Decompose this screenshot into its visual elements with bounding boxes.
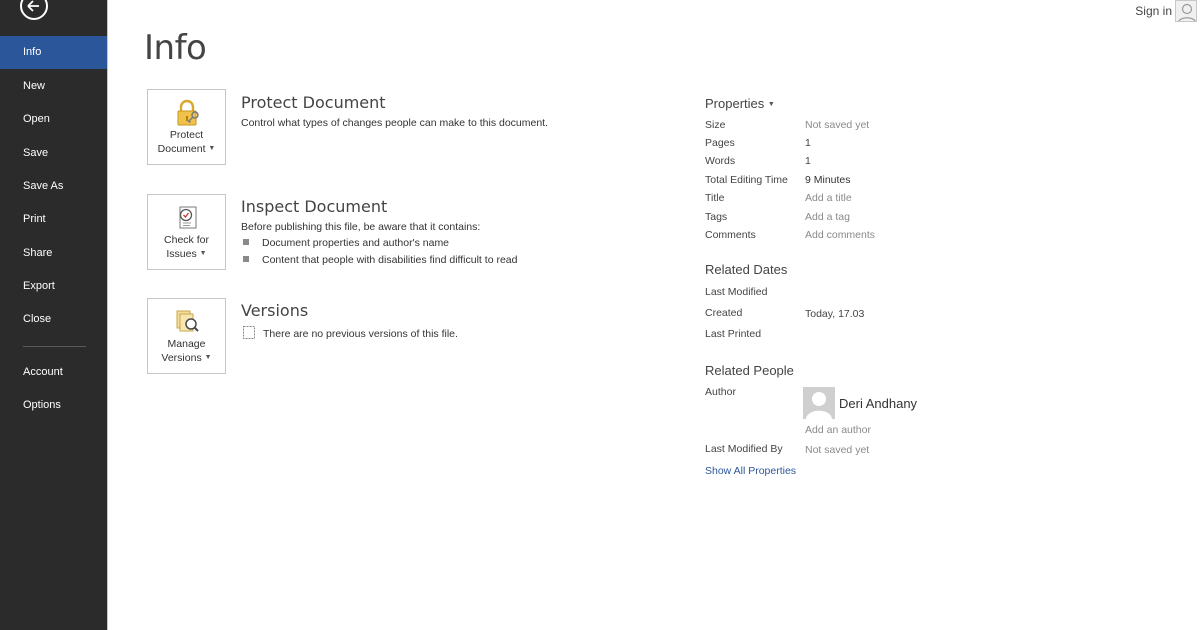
bullet-square-icon <box>243 256 249 262</box>
created-label: Created <box>705 307 743 319</box>
prop-tags-input[interactable]: Add a tag <box>805 211 850 223</box>
nav-save[interactable]: Save <box>23 147 49 159</box>
prop-pages-value: 1 <box>805 137 811 149</box>
nav-export[interactable]: Export <box>23 280 55 292</box>
add-author-input[interactable]: Add an author <box>805 424 871 436</box>
protect-document-button[interactable] <box>147 89 226 165</box>
manage-versions-icon <box>173 308 201 336</box>
inspect-bullet-item: Document properties and author's name <box>243 237 449 249</box>
inspect-document-description: Before publishing this file, be aware that it contains: <box>241 221 481 233</box>
backstage-sidebar <box>0 0 108 630</box>
inspect-document-title: Inspect Document <box>241 197 388 216</box>
versions-tile-line1: Manage <box>167 338 206 350</box>
versions-title: Versions <box>241 301 309 320</box>
dropdown-caret-icon: ▼ <box>767 101 775 109</box>
bullet-square-icon <box>243 239 249 245</box>
user-avatar-icon[interactable] <box>1175 0 1197 22</box>
prop-editing-time-value: 9 Minutes <box>805 174 851 186</box>
dropdown-caret-icon: ▼ <box>199 250 207 258</box>
prop-words-value: 1 <box>805 155 811 167</box>
prop-size-value: Not saved yet <box>805 119 870 131</box>
sign-in-link[interactable]: Sign in <box>1135 4 1172 18</box>
dropdown-caret-icon: ▼ <box>208 145 216 153</box>
show-all-properties-link[interactable]: Show All Properties <box>705 465 797 477</box>
last-modified-by-label: Last Modified By <box>705 443 783 455</box>
nav-print[interactable]: Print <box>23 213 46 225</box>
author-label: Author <box>705 386 736 398</box>
document-icon <box>243 326 255 339</box>
back-arrow-icon <box>25 0 43 15</box>
inspect-tile-line2: Issues <box>166 248 197 260</box>
versions-description-row: There are no previous versions of this file. <box>243 326 458 340</box>
lock-key-icon <box>173 99 201 127</box>
prop-tags-label: Tags <box>705 211 728 223</box>
prop-title-label: Title <box>705 192 725 204</box>
last-modified-label: Last Modified <box>705 286 768 298</box>
protect-tile-line1: Protect <box>169 129 204 141</box>
nav-close[interactable]: Close <box>23 313 52 325</box>
versions-tile-line2: Versions <box>161 352 202 364</box>
nav-info[interactable]: Info <box>0 36 107 69</box>
related-people-heading: Related People <box>705 363 794 378</box>
prop-comments-input[interactable]: Add comments <box>805 229 876 241</box>
prop-title-input[interactable]: Add a title <box>805 192 852 204</box>
inspect-document-icon <box>173 204 201 232</box>
prop-size-label: Size <box>705 119 726 131</box>
protect-document-description: Control what types of changes people can make to this document. <box>241 117 549 129</box>
prop-words-label: Words <box>705 155 736 167</box>
prop-comments-label: Comments <box>705 229 756 241</box>
page-title: Info <box>144 28 207 68</box>
nav-options[interactable]: Options <box>23 399 61 411</box>
related-dates-heading: Related Dates <box>705 262 788 277</box>
dropdown-caret-icon: ▼ <box>204 354 212 362</box>
last-modified-by-value: Not saved yet <box>805 444 870 456</box>
created-value: Today, 17.03 <box>805 308 865 320</box>
last-printed-label: Last Printed <box>705 328 762 340</box>
prop-editing-time-label: Total Editing Time <box>705 174 788 186</box>
nav-divider <box>23 346 86 347</box>
prop-pages-label: Pages <box>705 137 735 149</box>
nav-new[interactable]: New <box>23 80 46 92</box>
protect-tile-line2: Document <box>157 143 206 155</box>
nav-account[interactable]: Account <box>23 366 63 378</box>
protect-document-title: Protect Document <box>241 93 386 112</box>
properties-dropdown[interactable]: Properties ▼ <box>705 96 775 111</box>
nav-share[interactable]: Share <box>23 247 53 259</box>
author-avatar-icon <box>803 387 835 419</box>
nav-save-as[interactable]: Save As <box>23 180 64 192</box>
check-for-issues-button[interactable] <box>147 194 226 270</box>
inspect-bullet-item: Content that people with disabilities find difficult to read <box>243 254 517 266</box>
nav-open[interactable]: Open <box>23 113 50 125</box>
back-button[interactable] <box>20 0 48 20</box>
inspect-tile-line1: Check for <box>164 234 209 246</box>
author-name[interactable]: Deri Andhany <box>839 396 918 411</box>
manage-versions-button[interactable] <box>147 298 226 374</box>
